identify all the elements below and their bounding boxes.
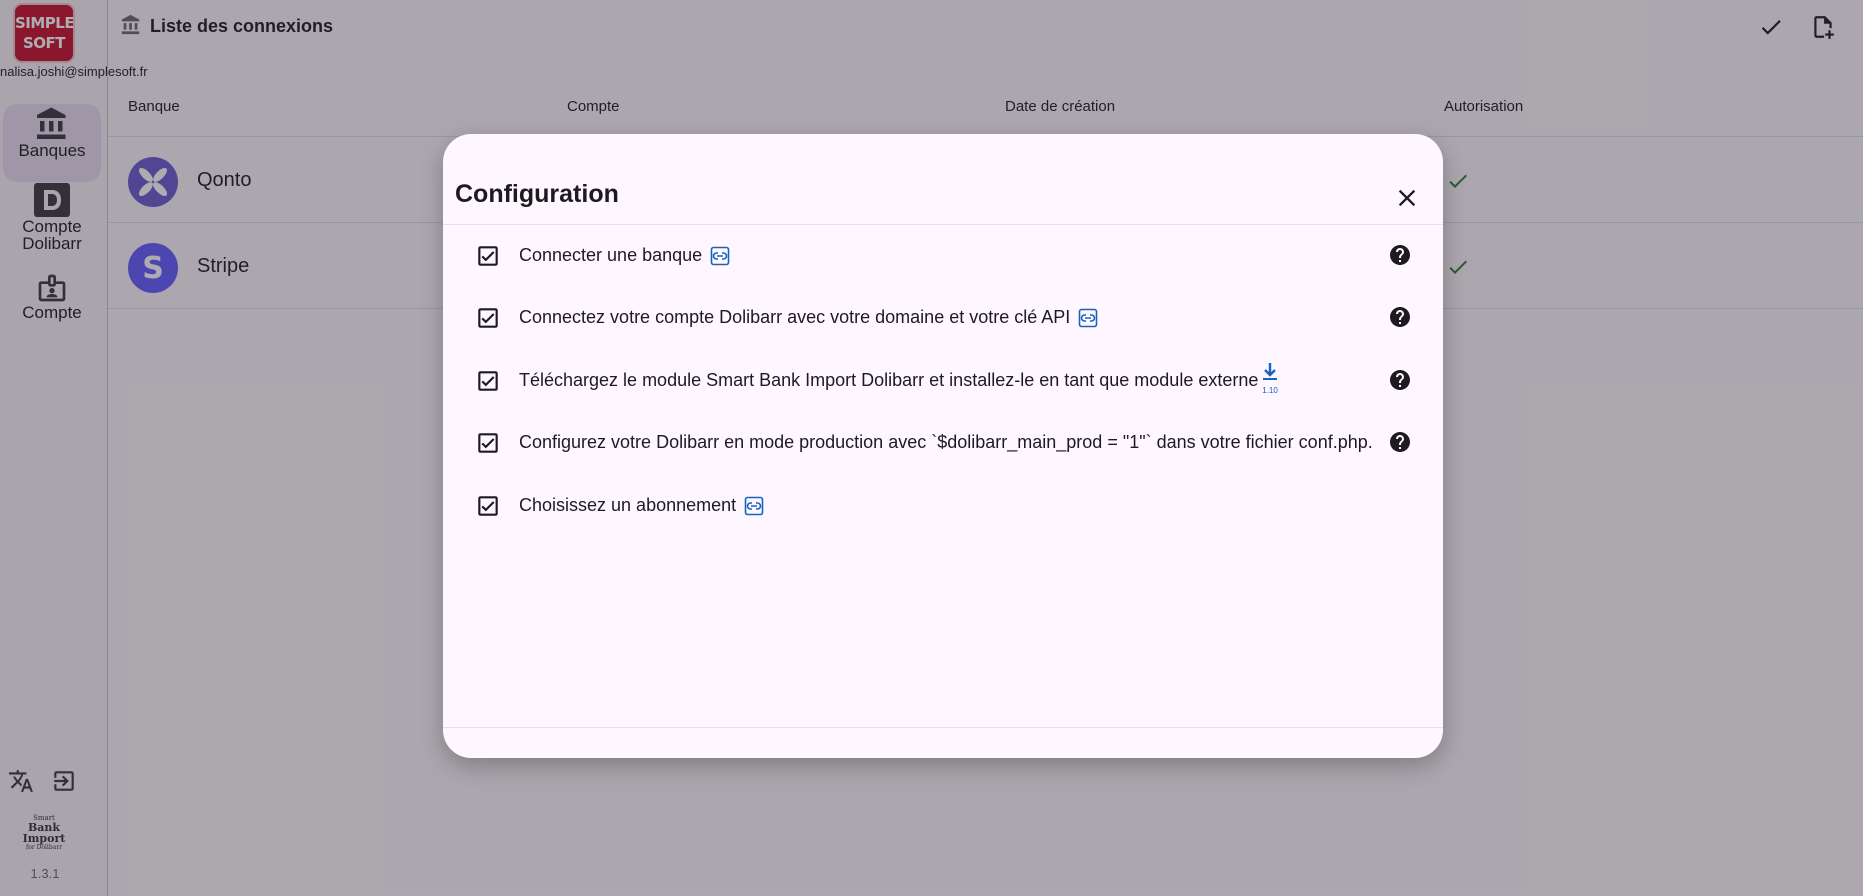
svg-text:S: S <box>142 251 164 286</box>
sidebar-item-label: Compte Dolibarr <box>22 217 82 253</box>
user-email: nalisa.joshi@simplesoft.fr <box>0 64 148 79</box>
brand-text-small: Smart <box>33 814 55 822</box>
sidebar-item-label: Banques <box>18 141 86 160</box>
download-version: 1.10 <box>1262 386 1278 395</box>
checkbox-checked-icon[interactable] <box>475 493 501 519</box>
step-label: Connectez votre compte Dolibarr avec votre domaine et votre clé API <box>519 307 1071 327</box>
config-step <box>443 297 1443 337</box>
dialog-divider <box>443 224 1443 225</box>
config-step <box>443 360 1443 400</box>
page-title: Liste des connexions <box>150 16 334 36</box>
download-icon <box>1261 362 1279 382</box>
app-version: 1.3.1 <box>30 866 60 881</box>
logo-text-top: SIMPLE <box>15 14 75 32</box>
column-header-date[interactable]: Date de création <box>1005 98 1116 115</box>
step-label: Configurez votre Dolibarr en mode production avec `$dolibarr_main_prod = "1"` dans votre fichier conf.php. <box>519 432 1373 452</box>
step-text <box>519 245 730 266</box>
checkbox-checked-icon[interactable] <box>475 368 501 394</box>
step-label: Choisissez un abonnement <box>519 495 737 515</box>
column-header-compte[interactable]: Compte <box>567 98 620 115</box>
bank-name: Qonto <box>197 169 252 191</box>
config-step <box>443 485 1443 525</box>
brand-text-sub: for Dolibarr <box>25 844 63 851</box>
logo-text-bottom: SOFT <box>22 34 66 52</box>
close-icon[interactable] <box>1393 184 1421 212</box>
checkbox-checked-icon[interactable] <box>475 243 501 269</box>
link-icon[interactable] <box>710 246 730 266</box>
help-icon[interactable] <box>1388 430 1412 454</box>
checkbox-checked-icon[interactable] <box>475 305 501 331</box>
step-label: Téléchargez le module Smart Bank Import Dolibarr et installez-le en tant que module externe <box>519 370 1259 390</box>
link-icon[interactable] <box>744 496 764 516</box>
help-icon[interactable] <box>1388 305 1412 329</box>
brand-text-main: Bank Import <box>22 821 66 845</box>
link-icon[interactable] <box>1078 308 1098 328</box>
configuration-dialog <box>443 134 1443 758</box>
help-icon[interactable] <box>1388 243 1412 267</box>
dialog-divider <box>443 727 1443 728</box>
config-step <box>443 235 1443 275</box>
column-header-banque[interactable]: Banque <box>128 98 180 115</box>
checkbox-checked-icon[interactable] <box>475 430 501 456</box>
column-header-autorisation[interactable]: Autorisation <box>1444 98 1524 115</box>
dialog-title: Configuration <box>455 180 619 208</box>
download-module-button[interactable] <box>1261 362 1279 395</box>
help-icon[interactable] <box>1388 368 1412 392</box>
sidebar-item-label: Compte <box>22 303 82 322</box>
step-text <box>519 307 1098 328</box>
step-label: Connecter une banque <box>519 245 703 265</box>
bank-name: Stripe <box>197 255 250 277</box>
step-text <box>519 495 764 516</box>
config-step <box>443 422 1443 462</box>
